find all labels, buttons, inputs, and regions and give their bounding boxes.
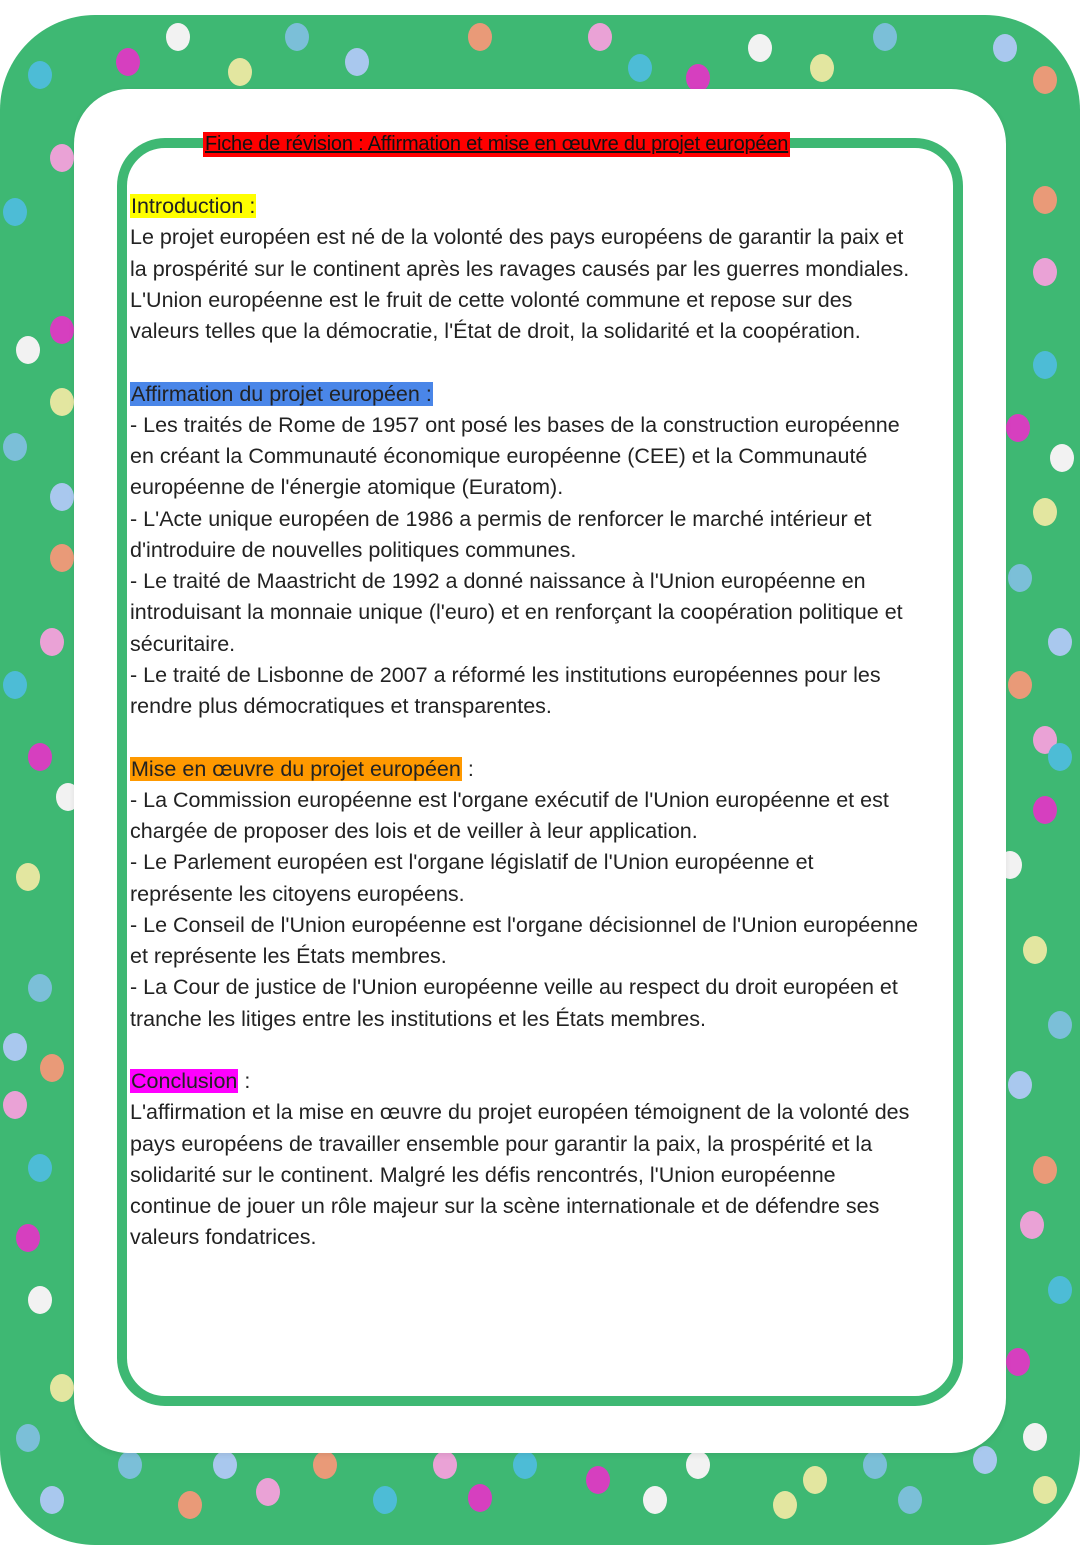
polka-dot: [373, 1486, 397, 1514]
polka-dot: [28, 1286, 52, 1314]
polka-dot: [116, 48, 140, 76]
polka-dot: [748, 34, 772, 62]
text-line: Le projet européen est né de la volonté des pays européens de garantir la paix et: [130, 225, 904, 250]
polka-dot: [1033, 258, 1057, 286]
polka-dot: [643, 1486, 667, 1514]
text-line: pays européens de travailler ensemble pour garantir la paix, la prospérité et la: [130, 1131, 873, 1156]
polka-dot: [993, 34, 1017, 62]
polka-dot: [213, 1451, 237, 1479]
polka-dot: [16, 1224, 40, 1252]
polka-dot: [1048, 743, 1072, 771]
polka-dot: [686, 64, 710, 92]
polka-dot: [28, 743, 52, 771]
text-line: - L'Acte unique européen de 1986 a permis de renforcer le marché intérieur et: [130, 506, 872, 531]
section-heading-conclusion: [130, 1066, 970, 1097]
text-line: sécuritaire.: [130, 631, 236, 656]
text-line: - La Commission européenne est l'organe exécutif de l'Union européenne et est: [130, 787, 889, 812]
text-line: - Le traité de Maastricht de 1992 a donné naissance à l'Union européenne en: [130, 569, 866, 593]
polka-dot: [1008, 564, 1032, 592]
heading-highlight: Conclusion: [131, 1069, 238, 1093]
section-heading-introduction: [130, 191, 970, 222]
heading-highlight: Affirmation du projet européen :: [131, 381, 432, 406]
heading-suffix: :: [461, 756, 474, 781]
polka-dot: [118, 1451, 142, 1479]
polka-dot: [863, 1451, 887, 1479]
polka-dot: [513, 1451, 537, 1479]
polka-dot: [313, 1451, 337, 1479]
polka-dot: [3, 198, 27, 226]
blank-line: [130, 722, 970, 753]
blank-line: [130, 1035, 970, 1066]
polka-dot: [588, 23, 612, 51]
polka-dot: [1008, 1071, 1032, 1099]
polka-dot: [810, 54, 834, 82]
polka-dot: [586, 1466, 610, 1494]
polka-dot: [468, 23, 492, 51]
polka-dot: [3, 1091, 27, 1119]
polka-dot: [16, 336, 40, 364]
polka-dot: [1033, 66, 1057, 94]
polka-dot: [50, 316, 74, 344]
polka-dot: [1048, 628, 1072, 656]
polka-dot: [1020, 1211, 1044, 1239]
text-line: L'affirmation et la mise en œuvre du projet européen témoignent de la volonté des: [130, 1100, 910, 1125]
polka-dot: [256, 1478, 280, 1506]
blank-line: [130, 347, 970, 378]
polka-dot: [50, 144, 74, 172]
text-line: continue de jouer un rôle majeur sur la scène internationale et de défendre ses: [130, 1194, 880, 1218]
polka-dot: [28, 61, 52, 89]
polka-dot: [1033, 1476, 1057, 1504]
text-line: introduisant la monnaie unique (l'euro) et en renforçant la coopération politique et: [130, 600, 903, 625]
text-line: rendre plus démocratiques et transparentes.: [130, 694, 552, 718]
text-line: tranche les litiges entre les institutions et les États membres.: [130, 1006, 706, 1031]
polka-dot: [40, 1054, 64, 1082]
text-line: - Le Conseil de l'Union européenne est l'organe décisionnel de l'Union européenne: [130, 912, 919, 937]
polka-dot: [166, 23, 190, 51]
text-line: solidarité sur le continent. Malgré les défis rencontrés, l'Union européenne: [130, 1162, 836, 1187]
heading-suffix: :: [238, 1069, 251, 1093]
polka-dot: [1006, 414, 1030, 442]
polka-dot: [1023, 1423, 1047, 1451]
polka-dot: [1023, 936, 1047, 964]
polka-dot: [16, 863, 40, 891]
text-line: - Les traités de Rome de 1957 ont posé les bases de la construction européenne: [130, 412, 900, 437]
text-line: représente les citoyens européens.: [130, 881, 465, 906]
polka-dot: [1033, 1156, 1057, 1184]
polka-dot: [50, 483, 74, 511]
polka-dot: [178, 1491, 202, 1519]
section-heading-mise-en-oeuvre: [130, 754, 970, 785]
text-line: la prospérité sur le continent après les ravages causés par les guerres mondiales.: [130, 256, 910, 281]
text-line: - Le traité de Lisbonne de 2007 a réformé les institutions européennes pour les: [130, 662, 881, 687]
document-body: [130, 191, 970, 1254]
section-heading-affirmation: [130, 379, 970, 410]
polka-dot: [50, 388, 74, 416]
polka-dot: [1008, 671, 1032, 699]
text-line: et représente les États membres.: [130, 944, 447, 968]
polka-dot: [1033, 351, 1057, 379]
polka-dot: [803, 1466, 827, 1494]
heading-highlight: Mise en œuvre du projet européen: [131, 756, 461, 781]
polka-dot: [345, 48, 369, 76]
polka-dot: [1048, 1011, 1072, 1039]
polka-dot: [1033, 498, 1057, 526]
text-line: - Le Parlement européen est l'organe législatif de l'Union européenne et: [130, 850, 814, 875]
text-line: - La Cour de justice de l'Union européenne veille au respect du droit européen et: [130, 975, 898, 1000]
text-line: L'Union européenne est le fruit de cette volonté commune et repose sur des: [130, 287, 853, 312]
polka-dot: [1006, 1348, 1030, 1376]
polka-dot: [898, 1486, 922, 1514]
polka-dot: [3, 433, 27, 461]
polka-dot: [773, 1491, 797, 1519]
polka-dot: [468, 1484, 492, 1512]
polka-dot: [873, 23, 897, 51]
polka-dot: [16, 1424, 40, 1452]
text-line: chargée de proposer des lois et de veiller à leur application.: [130, 819, 698, 843]
polka-dot: [40, 1486, 64, 1514]
polka-dot: [3, 671, 27, 699]
text-line: valeurs telles que la démocratie, l'État de droit, la solidarité et la coopération.: [130, 319, 861, 343]
polka-dot: [50, 544, 74, 572]
page-title: Fiche de révision : Affirmation et mise en œuvre du projet européen: [205, 133, 789, 155]
polka-dot: [28, 1154, 52, 1182]
polka-dot: [40, 628, 64, 656]
polka-dot: [1048, 1276, 1072, 1304]
text-line: d'introduire de nouvelles politiques communes.: [130, 537, 577, 562]
polka-dot: [3, 1033, 27, 1061]
polka-dot: [628, 54, 652, 82]
text-line: européenne de l'énergie atomique (Euratom).: [130, 475, 564, 500]
heading-highlight: Introduction :: [131, 194, 256, 218]
polka-dot: [1033, 796, 1057, 824]
polka-dot: [28, 974, 52, 1002]
text-line: valeurs fondatrices.: [130, 1225, 317, 1250]
polka-dot: [285, 23, 309, 51]
polka-dot: [50, 1374, 74, 1402]
polka-dot: [228, 58, 252, 86]
polka-dot: [973, 1446, 997, 1474]
polka-dot: [1050, 444, 1074, 472]
text-line: en créant la Communauté économique européenne (CEE) et la Communauté: [130, 444, 868, 468]
polka-dot: [686, 1451, 710, 1479]
polka-dot: [433, 1451, 457, 1479]
polka-dot: [1033, 186, 1057, 214]
